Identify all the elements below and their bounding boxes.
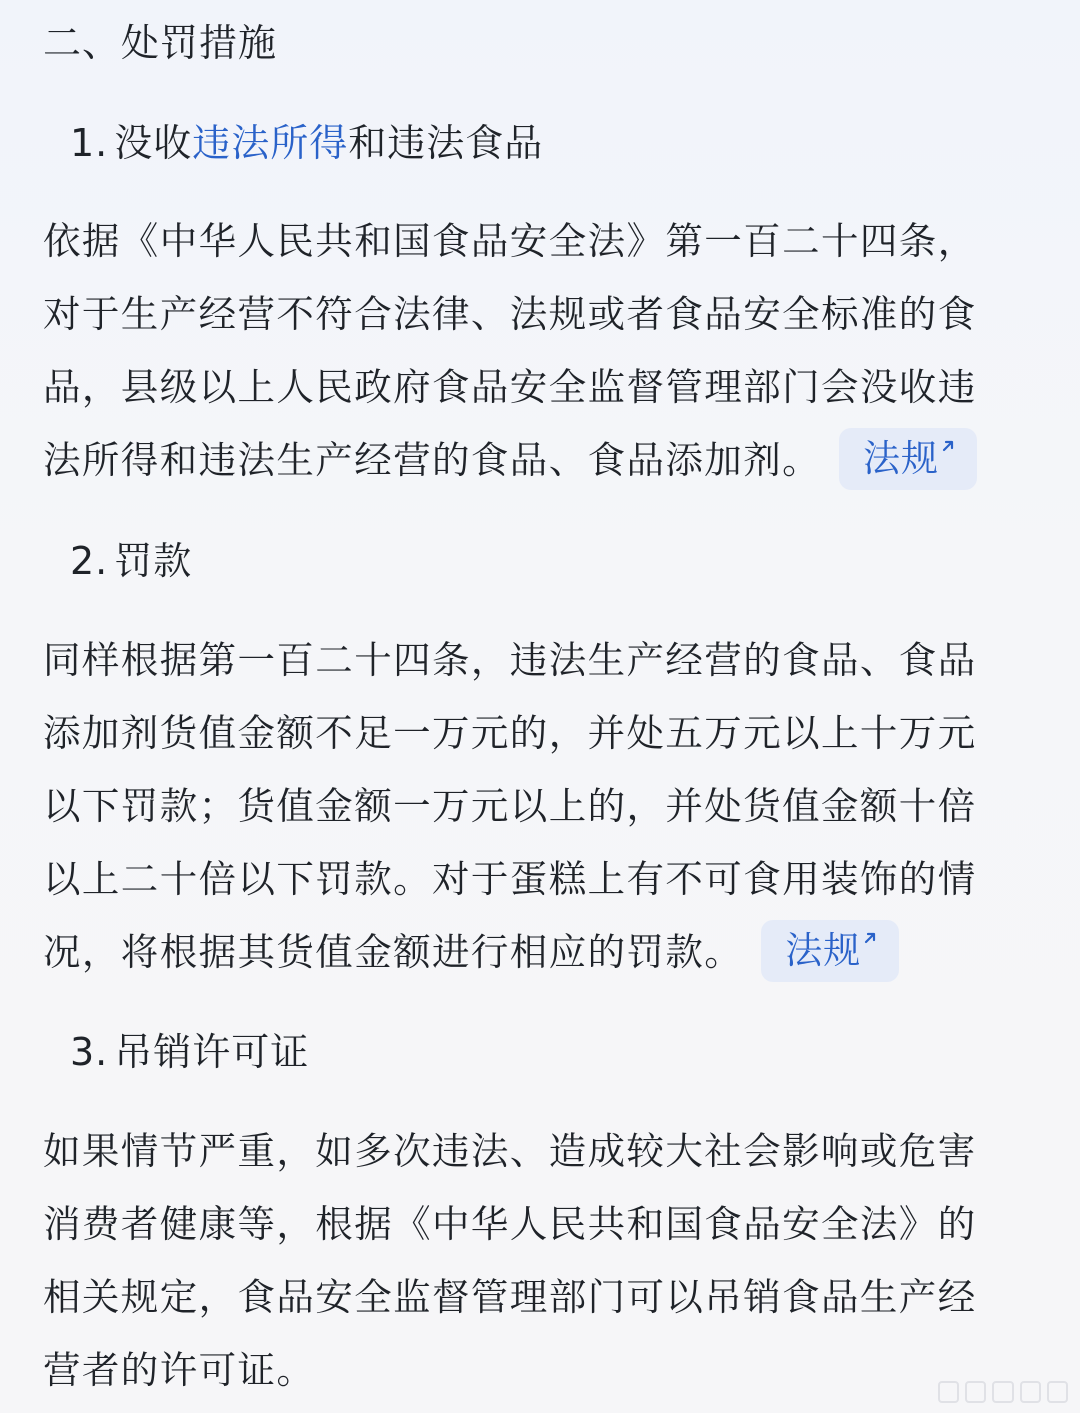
paragraph-line: 如果情节严重，如多次违法、造成较大社会影响或危害: [43, 1129, 977, 1173]
item-1-title-suffix: 和违法食品: [348, 121, 544, 165]
paragraph-line-with-citation: [43, 916, 1035, 989]
citation-chip-regulation[interactable]: [839, 428, 977, 490]
citation-label: 法规: [863, 436, 939, 480]
paragraph-line: 对于生产经营不符合法律、法规或者食品安全标准的食: [43, 292, 977, 336]
paragraph-line: 添加剂货值金额不足一万元的，并处五万元以上十万元: [43, 711, 977, 755]
item-2-title: [70, 536, 192, 586]
watermark-mark: [938, 1381, 959, 1403]
paragraph-line: 消费者健康等，根据《中华人民共和国食品安全法》的: [43, 1202, 977, 1246]
item-3-title-text: 吊销许可证: [114, 1030, 310, 1074]
paragraph-line-with-citation: [43, 424, 1035, 497]
paragraph-line: 品，县级以上人民政府食品安全监督管理部门会没收违: [43, 365, 977, 409]
watermark-mark: [1020, 1381, 1041, 1403]
item-2-title-text: 罚款: [114, 539, 193, 583]
watermark-mark: [992, 1381, 1013, 1403]
item-1-number: 1.: [70, 121, 109, 165]
item-3-number: 3.: [70, 1030, 109, 1074]
paragraph-line: 营者的许可证。: [43, 1348, 316, 1392]
external-link-arrow-icon: [941, 410, 955, 424]
item-2-number: 2.: [70, 539, 109, 583]
item-3-paragraph: [43, 1115, 1035, 1407]
external-link-arrow-icon: [863, 902, 877, 916]
section-title: 二、处罚措施: [43, 21, 278, 65]
watermark-logo: [938, 1381, 1068, 1403]
watermark-mark: [965, 1381, 986, 1403]
citation-chip-regulation[interactable]: [761, 920, 899, 982]
paragraph-line: 依据《中华人民共和国食品安全法》第一百二十四条，: [43, 219, 977, 263]
item-2-paragraph: [43, 624, 1035, 989]
paragraph-line: 以下罚款；货值金额一万元以上的，并处货值金额十倍: [43, 784, 977, 828]
paragraph-line: 况，将根据其货值金额进行相应的罚款。: [43, 930, 744, 974]
illegal-gains-link[interactable]: 违法所得: [192, 121, 349, 165]
paragraph-line: 法所得和违法生产经营的食品、食品添加剂。: [43, 438, 821, 482]
paragraph-line: 相关规定，食品安全监督管理部门可以吊销食品生产经: [43, 1275, 977, 1319]
citation-label: 法规: [785, 928, 862, 972]
item-1-title-prefix: 没收: [114, 121, 193, 165]
paragraph-line: 同样根据第一百二十四条，违法生产经营的食品、食品: [43, 638, 977, 682]
item-1-paragraph: [43, 205, 1035, 497]
paragraph-line: 以上二十倍以下罚款。对于蛋糕上有不可食用装饰的情: [43, 857, 977, 901]
item-3-title: [70, 1027, 309, 1077]
watermark-mark: [1047, 1381, 1068, 1403]
item-1-title: [70, 118, 543, 168]
